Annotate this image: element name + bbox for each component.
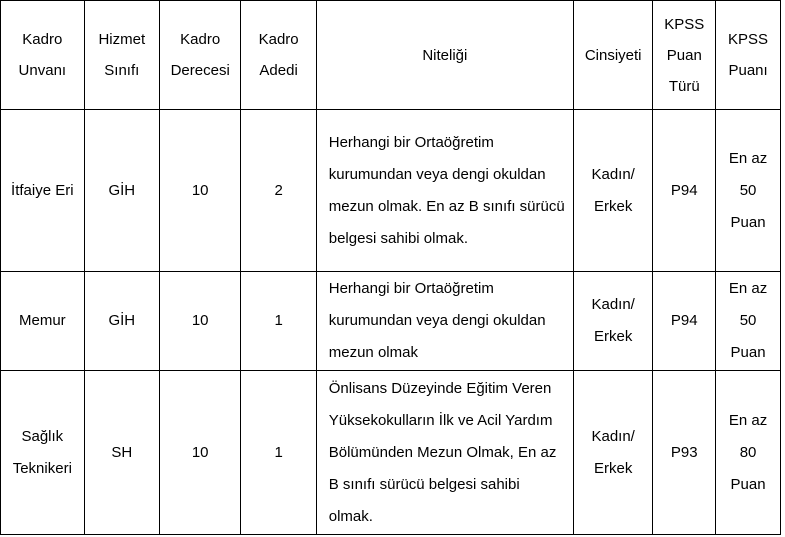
cell-kadro-unvani: Memur [1, 272, 85, 371]
cell-kpss-puani: En az 50 Puan [716, 110, 781, 272]
table-row [1, 272, 781, 371]
cell-niteligi: Herhangi bir Ortaöğretim kurumundan veya dengi okuldan mezun olmak [316, 272, 573, 371]
cell-kpss-puani: En az 80 Puan [716, 371, 781, 535]
cell-kpss-puan-turu: P93 [653, 371, 716, 535]
cell-kadro-derecesi: 10 [159, 110, 241, 272]
cell-hizmet-sinifi: GİH [84, 272, 159, 371]
cell-kpss-puan-turu: P94 [653, 110, 716, 272]
cell-cinsiyeti: Kadın/ Erkek [573, 110, 652, 272]
header-cinsiyeti: Cinsiyeti [573, 1, 652, 110]
table-header-row [1, 1, 781, 110]
cell-cinsiyeti: Kadın/ Erkek [573, 371, 652, 535]
header-kpss-puan-turu: KPSS Puan Türü [653, 1, 716, 110]
header-hizmet-sinifi: Hizmet Sınıfı [84, 1, 159, 110]
cell-kadro-unvani: İtfaiye Eri [1, 110, 85, 272]
table-row [1, 371, 781, 535]
cell-kadro-derecesi: 10 [159, 272, 241, 371]
table-row [1, 110, 781, 272]
header-kadro-unvani: Kadro Unvanı [1, 1, 85, 110]
cell-hizmet-sinifi: SH [84, 371, 159, 535]
cell-hizmet-sinifi: GİH [84, 110, 159, 272]
header-niteligi: Niteliği [316, 1, 573, 110]
cell-kadro-unvani: Sağlık Teknikeri [1, 371, 85, 535]
cell-kadro-derecesi: 10 [159, 371, 241, 535]
cell-kadro-adedi: 1 [241, 272, 316, 371]
cell-kpss-puani: En az 50 Puan [716, 272, 781, 371]
header-kpss-puani: KPSS Puanı [716, 1, 781, 110]
cell-kpss-puan-turu: P94 [653, 272, 716, 371]
cell-niteligi: Önlisans Düzeyinde Eğitim Veren Yüksekokulların İlk ve Acil Yardım Bölümünden Mezun Olmak, En az B sınıfı sürücü belgesi sahibi olmak. [316, 371, 573, 535]
header-kadro-adedi: Kadro Adedi [241, 1, 316, 110]
cell-cinsiyeti: Kadın/ Erkek [573, 272, 652, 371]
cell-niteligi: Herhangi bir Ortaöğretim kurumundan veya dengi okuldan mezun olmak. En az B sınıfı sürücü belgesi sahibi olmak. [316, 110, 573, 272]
cell-kadro-adedi: 2 [241, 110, 316, 272]
header-kadro-derecesi: Kadro Derecesi [159, 1, 241, 110]
cell-kadro-adedi: 1 [241, 371, 316, 535]
